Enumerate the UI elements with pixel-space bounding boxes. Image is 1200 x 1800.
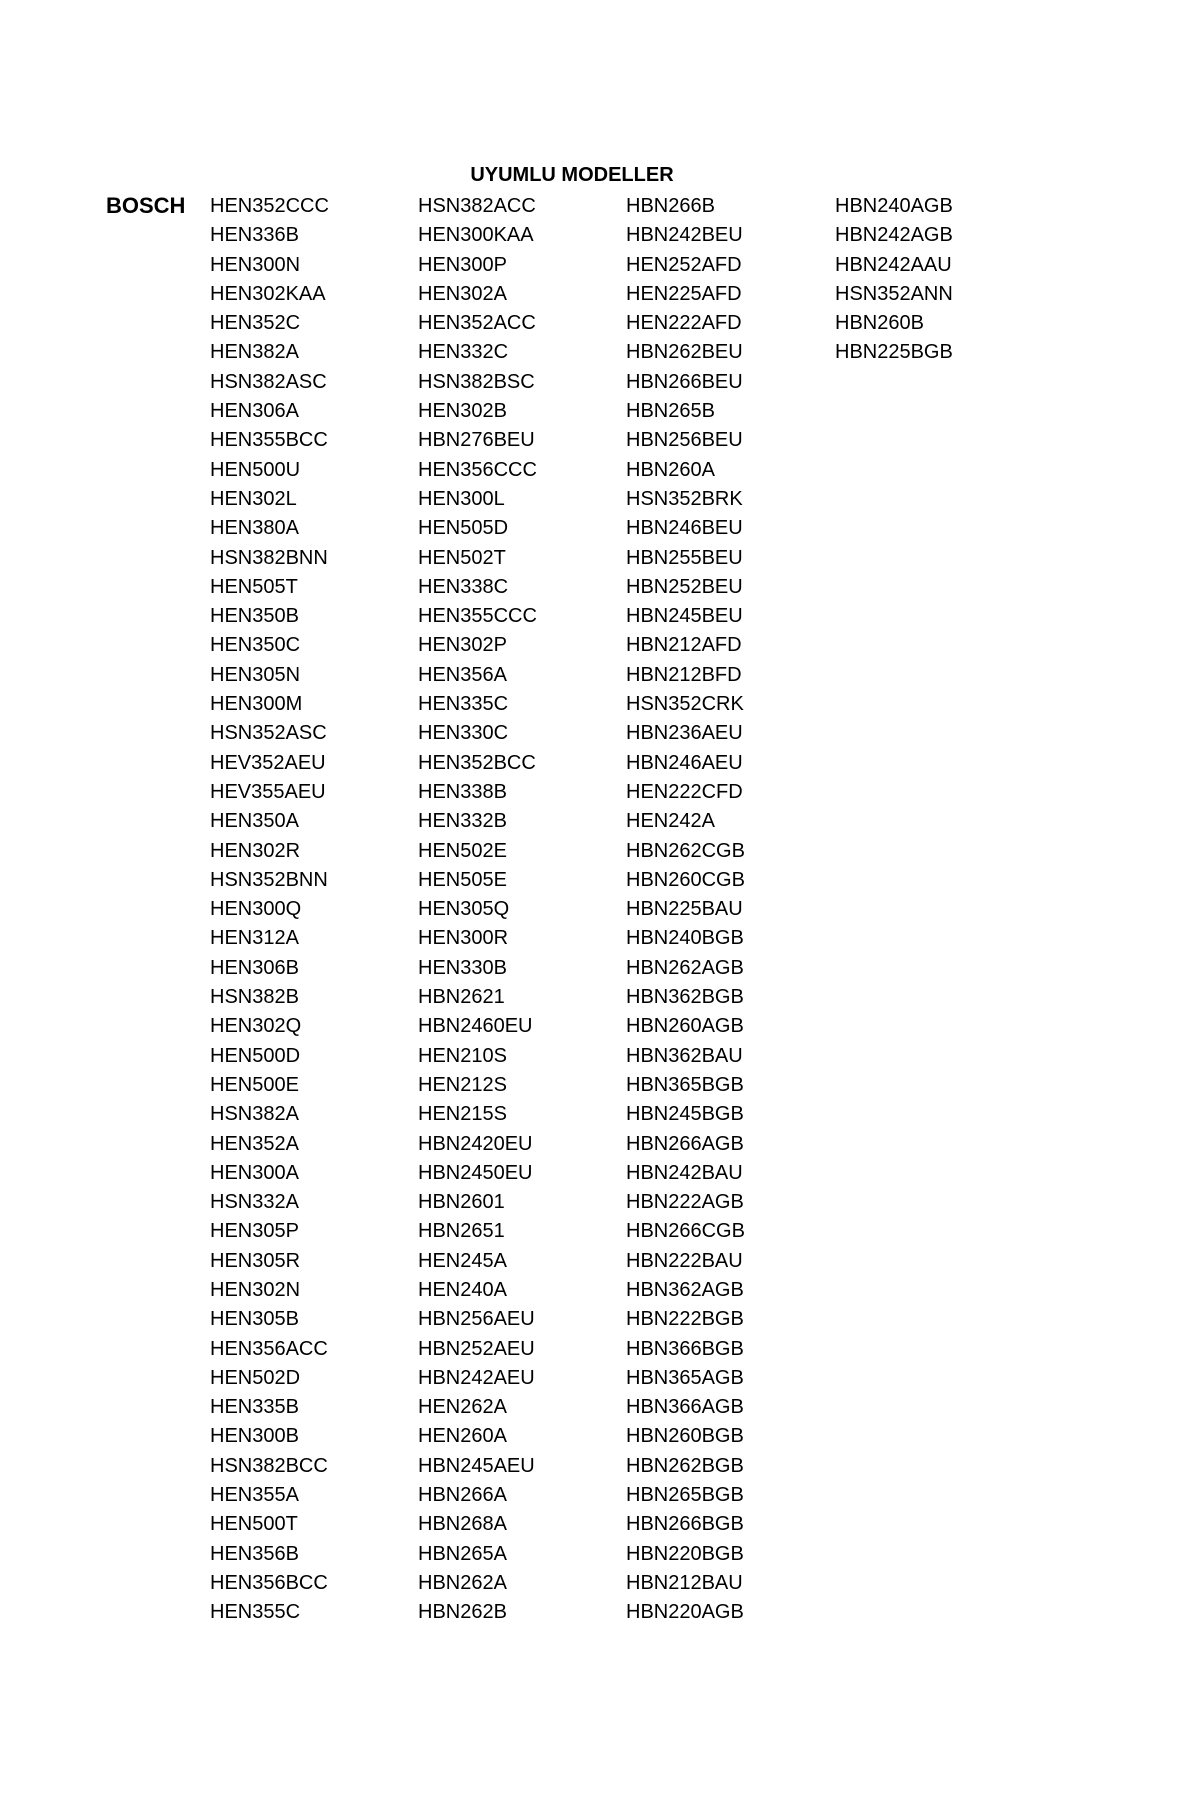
model-code: HBN2621 — [418, 986, 505, 1009]
model-code: HEN335B — [210, 1396, 299, 1419]
model-code: HEN382A — [210, 341, 299, 364]
model-column-3 — [626, 193, 745, 1629]
model-code: HBN256AEU — [418, 1308, 535, 1331]
model-code: HBN262CGB — [626, 839, 745, 862]
model-code: HBN2460EU — [418, 1015, 533, 1038]
model-code: HBN260BGB — [626, 1425, 744, 1448]
model-code: HBN266A — [418, 1484, 507, 1507]
model-code: HEN302B — [418, 400, 507, 423]
model-code: HBN262B — [418, 1601, 507, 1624]
model-code: HBN260AGB — [626, 1015, 744, 1038]
model-code: HBN240AGB — [835, 195, 953, 217]
model-code: HEN505E — [418, 868, 507, 891]
model-code: HEN222AFD — [626, 312, 742, 335]
model-code: HEN356CCC — [418, 458, 537, 481]
model-code: HBN225BAU — [626, 898, 743, 921]
model-code: HEN212S — [418, 1073, 507, 1096]
model-code: HEN300R — [418, 927, 509, 950]
model-code: HSN382ACC — [418, 195, 536, 217]
model-code: HEN355A — [210, 1484, 299, 1507]
model-code: HEN262A — [418, 1396, 507, 1419]
model-code: HSN352ASC — [210, 722, 327, 745]
model-code: HBN242BAU — [626, 1161, 743, 1184]
model-code: HBN212AFD — [626, 634, 742, 657]
model-code: HEN302N — [210, 1278, 301, 1301]
model-code: HSN382BSC — [418, 370, 535, 393]
model-code: HBN266B — [626, 195, 715, 217]
model-code: HSN352BRK — [626, 487, 743, 510]
model-column-4 — [835, 193, 953, 369]
model-code: HBN245BEU — [626, 605, 743, 628]
model-code: HEN332B — [418, 810, 507, 833]
model-code: HBN236AEU — [626, 722, 743, 745]
model-code: HBN255BEU — [626, 546, 743, 569]
model-code: HEN240A — [418, 1278, 507, 1301]
model-code: HEN305N — [210, 663, 301, 686]
model-code: HBN262BEU — [626, 341, 743, 364]
model-code: HBN222BGB — [626, 1308, 744, 1331]
model-code: HSN382BCC — [210, 1454, 328, 1477]
model-column-2 — [418, 193, 537, 1629]
model-code: HBN246BEU — [626, 517, 743, 540]
model-code: HEN336B — [210, 224, 299, 247]
model-code: HBN245BGB — [626, 1103, 744, 1126]
model-code: HEN356BCC — [210, 1571, 328, 1594]
model-code: HBN246AEU — [626, 751, 743, 774]
model-code: HEN300L — [418, 487, 505, 510]
model-code: HEN300KAA — [418, 224, 534, 247]
model-code: HEN302P — [418, 634, 507, 657]
model-code: HEN302Q — [210, 1015, 302, 1038]
model-code: HBN256BEU — [626, 429, 743, 452]
model-code: HBN266BGB — [626, 1513, 744, 1536]
model-code: HSN382B — [210, 986, 299, 1009]
model-code: HBN365AGB — [626, 1366, 744, 1389]
model-code: HEN500T — [210, 1513, 298, 1536]
model-code: HBN2450EU — [418, 1161, 533, 1184]
model-code: HEN356ACC — [210, 1337, 328, 1360]
model-code: HEN355BCC — [210, 429, 328, 452]
model-code: HEN302R — [210, 839, 301, 862]
model-code: HBN242BEU — [626, 224, 743, 247]
model-code: HBN365BGB — [626, 1073, 744, 1096]
model-code: HEN352C — [210, 312, 301, 335]
model-code: HBN366BGB — [626, 1337, 744, 1360]
model-code: HEN300P — [418, 253, 507, 276]
model-code: HEN352A — [210, 1132, 299, 1155]
model-code: HEN350C — [210, 634, 301, 657]
model-code: HEN352BCC — [418, 751, 536, 774]
model-code: HEN332C — [418, 341, 509, 364]
model-code: HBN268A — [418, 1513, 507, 1536]
model-code: HEN500E — [210, 1073, 299, 1096]
model-code: HBN225BGB — [835, 341, 953, 364]
model-code: HSN332A — [210, 1191, 299, 1214]
model-code: HBN260CGB — [626, 868, 745, 891]
model-code: HBN242AEU — [418, 1366, 535, 1389]
model-code: HEN306A — [210, 400, 299, 423]
model-code: HBN242AAU — [835, 253, 952, 276]
model-code: HEN302KAA — [210, 282, 326, 305]
model-code: HBN266BEU — [626, 370, 743, 393]
model-code: HSN352BNN — [210, 868, 328, 891]
model-code: HBN222AGB — [626, 1191, 744, 1214]
model-code: HEN306B — [210, 956, 299, 979]
model-code: HBN2420EU — [418, 1132, 533, 1155]
model-code: HBN262A — [418, 1571, 507, 1594]
model-code: HEN500D — [210, 1044, 301, 1067]
model-code: HEN305R — [210, 1249, 301, 1272]
model-code: HEN300Q — [210, 898, 302, 921]
model-code: HBN362AGB — [626, 1278, 744, 1301]
model-code: HBN240BGB — [626, 927, 744, 950]
model-code: HEN505D — [418, 517, 509, 540]
model-code: HEN352CCC — [210, 195, 329, 217]
model-code: HBN2601 — [418, 1191, 505, 1214]
model-code: HBN265BGB — [626, 1484, 744, 1507]
model-code: HBN212BFD — [626, 663, 742, 686]
model-code: HBN252AEU — [418, 1337, 535, 1360]
model-code: HEN245A — [418, 1249, 507, 1272]
model-code: HEN260A — [418, 1425, 507, 1448]
model-code: HBN362BAU — [626, 1044, 743, 1067]
model-code: HBN212BAU — [626, 1571, 743, 1594]
model-code: HEN502T — [418, 546, 506, 569]
model-code: HEN305P — [210, 1220, 299, 1243]
model-code: HSN382A — [210, 1103, 299, 1126]
model-code: HBN252BEU — [626, 575, 743, 598]
model-code: HSN382BNN — [210, 546, 328, 569]
model-code: HBN366AGB — [626, 1396, 744, 1419]
model-code: HEN356A — [418, 663, 507, 686]
model-column-1 — [210, 193, 329, 1629]
model-code: HEN300B — [210, 1425, 299, 1448]
model-code: HBN242AGB — [835, 224, 953, 247]
model-code: HBN266AGB — [626, 1132, 744, 1155]
model-code: HBN245AEU — [418, 1454, 535, 1477]
model-code: HEN215S — [418, 1103, 507, 1126]
model-code: HEN505T — [210, 575, 298, 598]
model-code: HBN362BGB — [626, 986, 744, 1009]
model-code: HEN305B — [210, 1308, 299, 1331]
model-code: HEN300M — [210, 693, 303, 716]
model-code: HBN266CGB — [626, 1220, 745, 1243]
model-code: HEN302A — [418, 282, 507, 305]
model-code: HEN330C — [418, 722, 509, 745]
model-code: HEN502D — [210, 1366, 301, 1389]
model-code: HEN350A — [210, 810, 299, 833]
model-code: HEN242A — [626, 810, 715, 833]
model-code: HEN355C — [210, 1601, 301, 1624]
model-code: HEN300A — [210, 1161, 299, 1184]
model-code: HEV355AEU — [210, 780, 326, 803]
model-code: HEN338C — [418, 575, 509, 598]
model-code: HBN220BGB — [626, 1542, 744, 1565]
model-code: HBN260A — [626, 458, 715, 481]
model-code: HBN265A — [418, 1542, 507, 1565]
brand-label: BOSCH — [106, 193, 186, 218]
model-code: HEN355CCC — [418, 605, 537, 628]
model-code: HEN380A — [210, 517, 299, 540]
model-code: HSN382ASC — [210, 370, 327, 393]
model-code: HEN500U — [210, 458, 301, 481]
model-code: HEN502E — [418, 839, 507, 862]
model-code: HBN222BAU — [626, 1249, 743, 1272]
model-code: HEN222CFD — [626, 780, 743, 803]
model-code: HBN260B — [835, 312, 924, 335]
model-code: HEN352ACC — [418, 312, 536, 335]
model-code: HEN312A — [210, 927, 299, 950]
model-code: HEV352AEU — [210, 751, 326, 774]
model-code: HBN262AGB — [626, 956, 744, 979]
model-code: HEN356B — [210, 1542, 299, 1565]
model-code: HEN335C — [418, 693, 509, 716]
model-code: HBN262BGB — [626, 1454, 744, 1477]
model-code: HEN252AFD — [626, 253, 742, 276]
model-code: HBN220AGB — [626, 1601, 744, 1624]
model-code: HBN276BEU — [418, 429, 535, 452]
page-title: UYUMLU MODELLER — [470, 164, 674, 186]
model-code: HEN305Q — [418, 898, 510, 921]
model-code: HEN350B — [210, 605, 299, 628]
model-code: HEN338B — [418, 780, 507, 803]
model-code: HSN352CRK — [626, 693, 744, 716]
model-code: HEN302L — [210, 487, 297, 510]
model-code: HEN225AFD — [626, 282, 742, 305]
model-code: HEN210S — [418, 1044, 507, 1067]
model-code: HBN2651 — [418, 1220, 505, 1243]
model-code: HSN352ANN — [835, 282, 953, 305]
model-code: HEN330B — [418, 956, 507, 979]
model-code: HEN300N — [210, 253, 301, 276]
model-code: HBN265B — [626, 400, 715, 423]
